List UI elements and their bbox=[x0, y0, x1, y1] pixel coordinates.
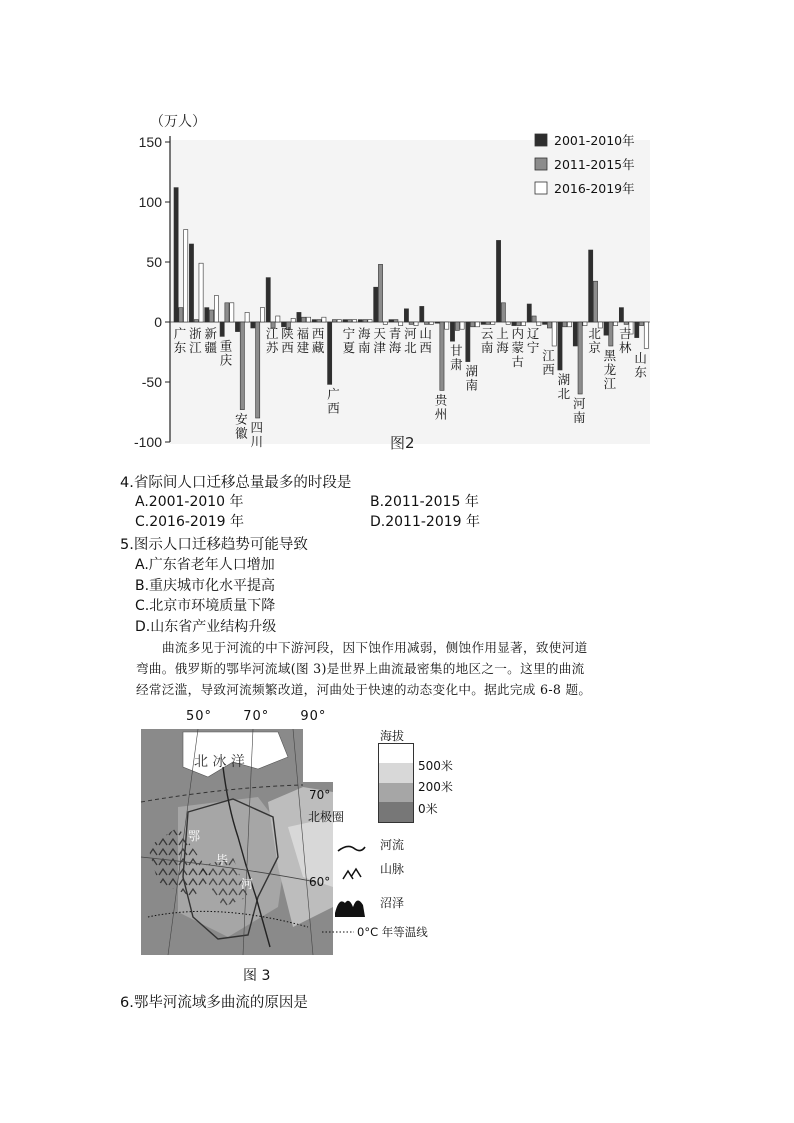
mountain-symbol-icon bbox=[343, 869, 361, 879]
legend-isotherm-label: 0°C 年等温线 bbox=[357, 925, 428, 939]
bar bbox=[266, 278, 270, 322]
category-label: 重庆 bbox=[219, 338, 233, 368]
category-label: 安徽 bbox=[235, 411, 248, 441]
category-label: 山东 bbox=[634, 350, 647, 380]
bar bbox=[593, 281, 597, 322]
elevation-200-label: 200米 bbox=[418, 780, 453, 794]
bar bbox=[205, 308, 209, 322]
bar bbox=[256, 322, 260, 418]
isotherm-symbol-icon bbox=[320, 927, 356, 937]
bar bbox=[189, 244, 193, 322]
bar bbox=[635, 322, 639, 338]
question-4-stem: 4.省际间人口迁移总量最多的时段是 bbox=[120, 475, 352, 491]
legend-swamp-label: 沼泽 bbox=[380, 896, 405, 910]
bar bbox=[378, 264, 382, 322]
bar bbox=[552, 322, 556, 346]
river-name-char-1: 鄂 bbox=[188, 829, 201, 843]
legend-swatch bbox=[535, 158, 547, 170]
bar bbox=[624, 322, 628, 324]
legend-mountain-label: 山脉 bbox=[380, 862, 405, 876]
bar bbox=[276, 316, 280, 322]
category-label: 江西 bbox=[542, 348, 555, 377]
question-4-option-b[interactable]: B.2011-2015 年 bbox=[370, 494, 479, 510]
bar bbox=[466, 322, 470, 362]
bar bbox=[445, 322, 449, 329]
bar bbox=[214, 296, 218, 322]
y-tick-label: 50 bbox=[146, 254, 162, 270]
bar bbox=[297, 312, 301, 322]
bar bbox=[235, 322, 239, 332]
bar bbox=[353, 320, 357, 322]
bar bbox=[225, 303, 229, 322]
bar bbox=[604, 322, 608, 335]
bar bbox=[332, 320, 336, 322]
y-tick-label: 100 bbox=[138, 194, 162, 210]
y-tick-label: -50 bbox=[141, 374, 162, 390]
bar bbox=[210, 310, 214, 322]
y-tick-label: 0 bbox=[154, 314, 162, 330]
bar bbox=[420, 306, 424, 322]
category-label: 海南 bbox=[358, 326, 371, 355]
bar bbox=[368, 320, 372, 322]
bar bbox=[374, 287, 378, 322]
category-label: 四川 bbox=[250, 420, 264, 449]
category-label: 云南 bbox=[480, 326, 494, 355]
figure-3-caption: 图 3 bbox=[243, 968, 271, 984]
category-label: 新疆 bbox=[204, 326, 217, 355]
bar bbox=[589, 250, 593, 322]
bar bbox=[322, 317, 326, 322]
lon-50-label: 50° bbox=[186, 709, 213, 724]
bar bbox=[328, 322, 332, 384]
bar bbox=[583, 322, 587, 326]
elevation-legend-swatches bbox=[378, 743, 414, 823]
figure-2-caption: 图2 bbox=[390, 434, 415, 452]
bar bbox=[558, 322, 562, 370]
question-5-option-b[interactable]: B.重庆城市化水平提高 bbox=[135, 578, 276, 594]
longitude-labels bbox=[186, 709, 326, 724]
bar bbox=[306, 317, 310, 322]
bar bbox=[337, 320, 341, 322]
bar bbox=[481, 322, 485, 324]
question-5-option-d[interactable]: D.山东省产业结构升级 bbox=[135, 619, 277, 635]
bar bbox=[573, 322, 577, 346]
question-5-stem: 5.图示人口迁移趋势可能导致 bbox=[120, 537, 308, 553]
category-label: 浙江 bbox=[189, 326, 202, 355]
category-label: 内蒙古 bbox=[511, 326, 525, 369]
bar bbox=[240, 322, 244, 410]
bar bbox=[644, 322, 648, 348]
river-name-char-3: 河 bbox=[241, 877, 254, 891]
passage-line-1: 曲流多见于河流的中下游河段，因下蚀作用减弱，侧蚀作用显著，致使河道 bbox=[162, 640, 588, 655]
category-label: 陕西 bbox=[281, 326, 294, 355]
bar bbox=[302, 317, 306, 322]
bar bbox=[348, 320, 352, 322]
bar bbox=[609, 322, 613, 346]
bar bbox=[567, 322, 571, 327]
bar bbox=[317, 320, 321, 322]
y-axis-unit-label: （万人） bbox=[150, 114, 206, 130]
legend-river-label: 河流 bbox=[380, 838, 405, 852]
category-label: 江苏 bbox=[265, 326, 279, 355]
river-name-char-2: 毕 bbox=[216, 853, 229, 867]
bar bbox=[491, 322, 495, 324]
elevation-500-label: 500米 bbox=[418, 759, 453, 773]
legend-swatch bbox=[535, 134, 547, 146]
bar bbox=[471, 322, 475, 327]
bar bbox=[475, 322, 479, 327]
category-label: 广西 bbox=[327, 386, 340, 416]
bar bbox=[614, 322, 618, 326]
category-label: 吉林 bbox=[619, 326, 632, 355]
bar bbox=[312, 320, 316, 322]
question-5-option-a[interactable]: A.广东省老年人口增加 bbox=[135, 557, 275, 573]
swamp-symbol-icon bbox=[335, 900, 365, 917]
bar bbox=[230, 303, 234, 322]
bar bbox=[506, 322, 510, 324]
bar bbox=[527, 304, 531, 322]
category-label: 河南 bbox=[572, 396, 586, 425]
bar bbox=[194, 320, 198, 322]
bar bbox=[619, 308, 623, 322]
legend-label: 2011-2015年 bbox=[554, 157, 635, 172]
bar bbox=[358, 320, 362, 322]
bar bbox=[578, 322, 582, 394]
category-label: 广东 bbox=[173, 326, 187, 355]
question-4-option-c[interactable]: C.2016-2019 年 bbox=[135, 514, 244, 530]
category-label: 贵州 bbox=[434, 392, 448, 422]
bar bbox=[291, 318, 295, 322]
bar bbox=[440, 322, 444, 390]
category-label: 甘肃 bbox=[450, 343, 463, 373]
category-label: 山西 bbox=[419, 326, 432, 355]
category-label: 湖南 bbox=[465, 363, 478, 393]
bar bbox=[383, 322, 387, 324]
category-label: 福建 bbox=[296, 326, 310, 355]
y-tick-label: -100 bbox=[133, 434, 162, 450]
bar bbox=[563, 322, 567, 327]
category-label: 河北 bbox=[404, 326, 417, 355]
category-label: 黑龙江 bbox=[603, 348, 617, 391]
bar bbox=[532, 316, 536, 322]
bar bbox=[409, 322, 413, 324]
bar bbox=[429, 322, 433, 324]
bar bbox=[460, 322, 464, 329]
legend-label: 2016-2019年 bbox=[554, 181, 635, 196]
category-label: 青海 bbox=[388, 326, 402, 355]
bar bbox=[543, 322, 547, 324]
bar bbox=[496, 240, 500, 322]
bar bbox=[389, 320, 393, 322]
passage-line-3: 经常泛滥，导致河流频繁改道，河曲处于快速的动态变化中。据此完成 6-8 题。 bbox=[136, 682, 592, 697]
bar bbox=[199, 263, 203, 322]
bar bbox=[179, 308, 183, 322]
legend-swatch bbox=[535, 182, 547, 194]
bar bbox=[424, 322, 428, 324]
question-4-option-a[interactable]: A.2001-2010 年 bbox=[135, 494, 244, 510]
category-label: 宁夏 bbox=[342, 326, 356, 355]
ob-river-map bbox=[138, 707, 453, 963]
category-label: 西藏 bbox=[311, 326, 325, 355]
bar bbox=[363, 320, 367, 322]
category-label: 北京 bbox=[588, 326, 601, 355]
bar bbox=[251, 322, 255, 328]
question-5-option-c[interactable]: C.北京市环境质量下降 bbox=[135, 598, 276, 614]
question-4-option-d[interactable]: D.2011-2019 年 bbox=[370, 514, 480, 530]
bar bbox=[394, 320, 398, 322]
river-symbol-icon bbox=[338, 846, 365, 851]
bar bbox=[450, 322, 454, 341]
bar bbox=[547, 322, 551, 328]
lon-70-label: 70° bbox=[243, 709, 270, 724]
bar bbox=[184, 230, 188, 322]
migration-bar-chart bbox=[120, 112, 660, 462]
y-tick-label: 150 bbox=[138, 134, 162, 150]
ocean-label: 北 冰 洋 bbox=[194, 754, 245, 770]
arctic-circle-label: 北极圈 bbox=[308, 810, 345, 824]
bar bbox=[245, 312, 249, 322]
passage bbox=[136, 637, 696, 700]
category-label: 辽宁 bbox=[526, 326, 540, 355]
bar bbox=[455, 322, 459, 330]
bar bbox=[220, 322, 224, 336]
passage-line-2: 弯曲。俄罗斯的鄂毕河流域(图 3)是世界上曲流最密集的地区之一。这里的曲流 bbox=[136, 661, 585, 676]
bar bbox=[486, 322, 490, 324]
legend-symbols bbox=[333, 837, 373, 927]
bar bbox=[501, 303, 505, 322]
elevation-legend-title: 海拔 bbox=[380, 729, 405, 743]
bar bbox=[260, 308, 264, 322]
category-label: 上海 bbox=[496, 326, 509, 355]
bar bbox=[639, 322, 643, 326]
elevation-0-label: 0米 bbox=[418, 802, 438, 816]
legend-label: 2001-2010年 bbox=[554, 133, 635, 148]
category-label: 天津 bbox=[373, 326, 386, 355]
bar bbox=[343, 320, 347, 322]
lon-90-label: 90° bbox=[300, 709, 327, 724]
bar bbox=[404, 309, 408, 322]
lat-70-label: 70° bbox=[309, 788, 331, 802]
question-6-stem: 6.鄂毕河流域多曲流的原因是 bbox=[120, 995, 308, 1011]
lat-60-label: 60° bbox=[309, 875, 331, 889]
bar bbox=[174, 188, 178, 322]
bar bbox=[435, 322, 439, 323]
category-label: 湖北 bbox=[557, 372, 571, 401]
